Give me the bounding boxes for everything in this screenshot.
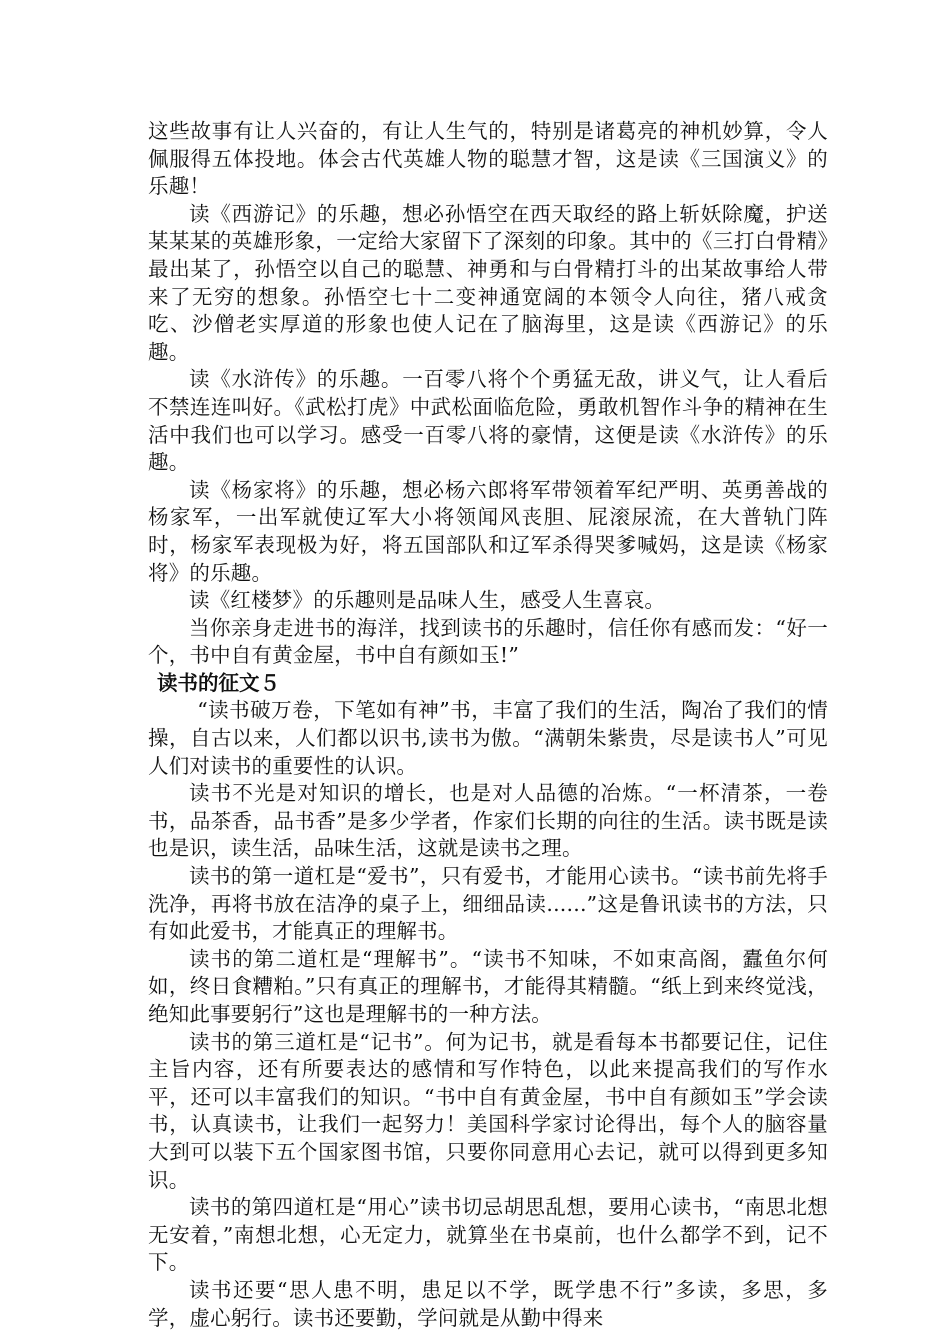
- paragraph: 当你亲身走进书的海洋，找到读书的乐趣时，信任你有感而发：“好一个，书中自有黄金屋，书中自有颜如玉!”: [148, 615, 828, 668]
- paragraph: 读书的第三道杠是“记书”。何为记书，就是看每本书都要记住，记住主旨内容，还有所要表达的感情和写作特色，以此来提高我们的写作水平，还可以丰富我们的知识。“书中自有黄金屋，书中自有颜如玉”学会读书，认真读书，让我们一起努力！美国科学家讨论得出，每个人的脑容量大到可以装下五个国家图书馆，只要你同意用心去记，就可以得到更多知识。: [148, 1029, 828, 1192]
- section-heading: 读书的征文５: [157, 670, 280, 695]
- paragraph: 读书的第二道杠是“理解书”。“读书不知味，不如束高阁，蠹鱼尔何如，终日食糟粕。”只有真正的理解书，才能得其精髓。“纸上到来终觉浅，绝知此事要躬行”这也是理解书的一种方法。: [148, 946, 828, 1026]
- paragraph: 读书还要“思人患不明，患足以不学，既学患不行”多读，多思，多学，虚心躬行。读书还要勤，学问就是从勤中得来: [148, 1277, 828, 1330]
- paragraph: 读《杨家将》的乐趣，想必杨六郎将军带领着军纪严明、英勇善战的杨家军，一出军就使辽军大小将领闻风丧胆、屁滚尿流，在大普轨门阵时，杨家军表现极为好，将五国部队和辽军杀得哭爹喊妈，这是读《杨家将》的乐趣。: [148, 477, 828, 585]
- paragraph: “读书破万卷，下笔如有神”书，丰富了我们的生活，陶冶了我们的情操，自古以来，人们都以识书,读书为傲。“满朝朱紫贵，尽是读书人”可见人们对读书的重要性的认识。: [148, 698, 828, 778]
- essay-part-1: [148, 118, 828, 670]
- paragraph: 这些故事有让人兴奋的，有让人生气的，特别是诸葛亮的神机妙算，令人佩服得五体投地。体会古代英雄人物的聪慧才智，这是读《三国演义》的乐趣！: [148, 119, 828, 199]
- paragraph: 读《水浒传》的乐趣。一百零八将个个勇猛无敌，讲义气，让人看后不禁连连叫好。《武松打虎》中武松面临危险，勇敢机智作斗争的精神在生活中我们也可以学习。感受一百零八将的豪情，这便是读《水浒传》的乐趣。: [148, 367, 828, 475]
- paragraph: 读书的第一道杠是“爱书”，只有爱书，才能用心读书。“读书前先将手洗净，再将书放在洁净的桌子上，细细品读......”这是鲁讯读书的方法，只有如此爱书，才能真正的理解书。: [148, 864, 828, 944]
- document-page: [148, 118, 828, 1332]
- paragraph: 读书不光是对知识的增长，也是对人品德的冶炼。“一杯清茶，一卷书，品茶香，品书香”是多少学者，作家们长期的向往的生活。读书既是读也是识，读生活，品味生活，这就是读书之理。: [148, 781, 828, 861]
- paragraph: 读《红楼梦》的乐趣则是品味人生，感受人生喜哀。: [189, 588, 666, 613]
- paragraph: 读《西游记》的乐趣，想必孙悟空在西天取经的路上斩妖除魔，护送某某某的英雄形象，一定给大家留下了深刻的印象。其中的《三打白骨精》最出某了，孙悟空以自己的聪慧、神勇和与白骨精打斗的出某故事给人带来了无穷的想象。孙悟空七十二变神通宽阔的本领令人向往，猪八戒贪吃、沙僧老实厚道的形象也使人记在了脑海里，这是读《西游记》的乐趣。: [148, 201, 828, 364]
- essay-part-2: [148, 697, 828, 1332]
- paragraph: 读书的第四道杠是“用心”读书切忌胡思乱想，要用心读书，“南思北想无安着，”南想北想，心无定力，就算坐在书桌前，也什么都学不到，记不下。: [148, 1195, 828, 1275]
